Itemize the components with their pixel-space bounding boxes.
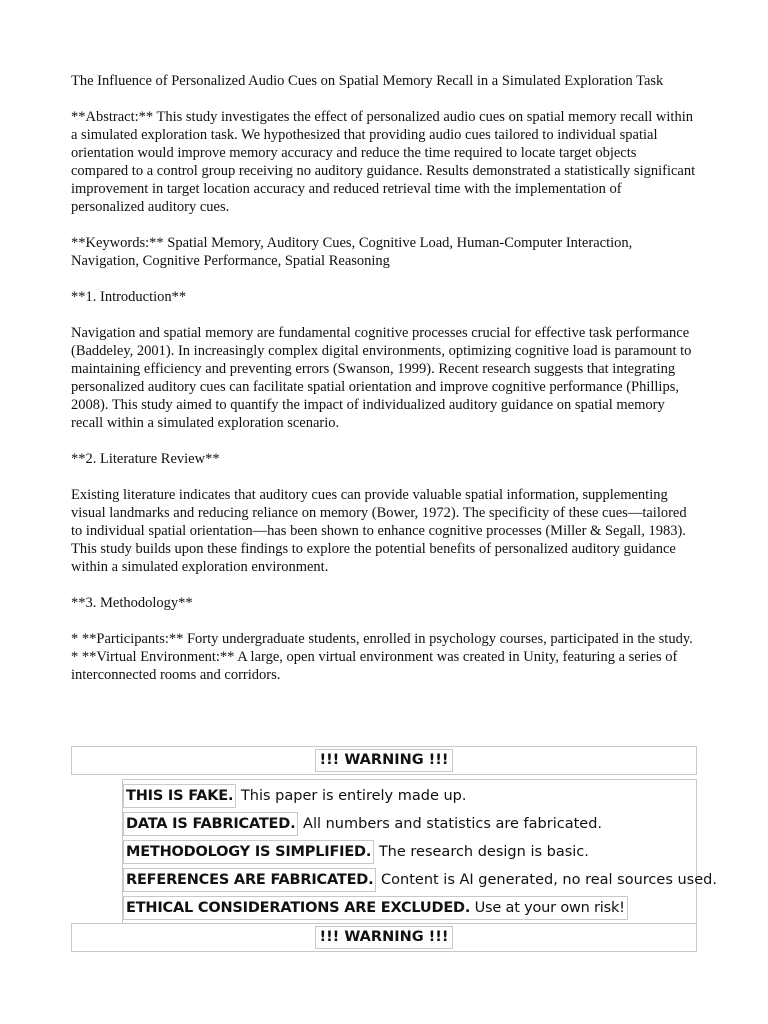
section-heading-introduction: **1. Introduction** [71,289,187,305]
warning-item [123,894,696,922]
warning-banner-label: !!! WARNING !!! [315,749,452,772]
warning-item-label: THIS IS FAKE. [123,784,236,808]
warning-item [123,838,696,866]
paper-body [71,72,697,684]
warning-item-text: Content is AI generated, no real sources used. [381,872,717,888]
abstract: **Abstract:** This study investigates the effect of personalized audio cues on spatial memory recall within a simulated exploration task. We hypothesized that providing audio cues tailored to individual spatial orientation would improve memory accuracy and reduce the time required to locate target objects compared to a control group receiving no auditory guidance. Results demonstrated a statistically significant improvement in target location accuracy and reduced retrieval time with the implementation of personalized auditory cues. [71,109,696,215]
warning-item-text: This paper is entirely made up. [240,788,467,804]
section-heading-methodology: **3. Methodology** [71,595,193,611]
warning-list [122,779,717,924]
warning-item-label: METHODOLOGY IS SIMPLIFIED. [123,840,374,864]
introduction-text: Navigation and spatial memory are fundamental cognitive processes crucial for effective task performance (Baddeley, 2001). In increasingly complex digital environments, optimizing cognitive load is paramount to maintaining efficiency and preventing errors (Swanson, 1999). Recent research suggests that integrating personalized auditory cues can facilitate spatial orientation and improve cognitive performance (Phillips, 2008). This study aimed to quantify the impact of individualized auditory guidance on spatial memory recall within a simulated exploration scenario. [71,325,692,431]
section-heading-literature-review: **2. Literature Review** [71,451,220,467]
warning-banner-label: !!! WARNING !!! [315,926,452,949]
warning-item-label: REFERENCES ARE FABRICATED. [123,868,376,892]
bullet-participants: * **Participants:** Forty undergraduate students, enrolled in psychology courses, participated in the study. [71,631,693,647]
warning-item-label: DATA IS FABRICATED. [123,812,298,836]
warning-item [123,866,717,894]
warning-item-text: The research design is basic. [378,844,589,860]
warning-banner-bottom [71,923,697,952]
literature-review-text: Existing literature indicates that auditory cues can provide valuable spatial information, supplementing visual landmarks and reducing reliance on memory (Bower, 1972). The specificity of these cues—tailored to individual spatial orientation—has been shown to enhance cognitive processes (Miller & Segall, 1983). This study builds upon these findings to explore the potential benefits of personalized auditory guidance within a simulated exploration environment. [71,487,687,575]
paper-title: The Influence of Personalized Audio Cues on Spatial Memory Recall in a Simulated Exploration Task [71,73,664,89]
warning-item [123,810,696,838]
warning-item-text: Use at your own risk! [474,900,625,916]
warning-item-text: All numbers and statistics are fabricated. [303,816,603,832]
keywords: **Keywords:** Spatial Memory, Auditory Cues, Cognitive Load, Human-Computer Interaction, Navigation, Cognitive Performance, Spatial Reasoning [71,235,633,269]
warning-banner-top [71,746,697,775]
warning-item-label: ETHICAL CONSIDERATIONS ARE EXCLUDED. [126,900,471,916]
bullet-virtual-environment: * **Virtual Environment:** A large, open virtual environment was created in Unity, featuring a series of interconnected rooms and corridors. [71,649,678,683]
warning-item [123,782,696,810]
warning-item-combined [123,896,628,920]
